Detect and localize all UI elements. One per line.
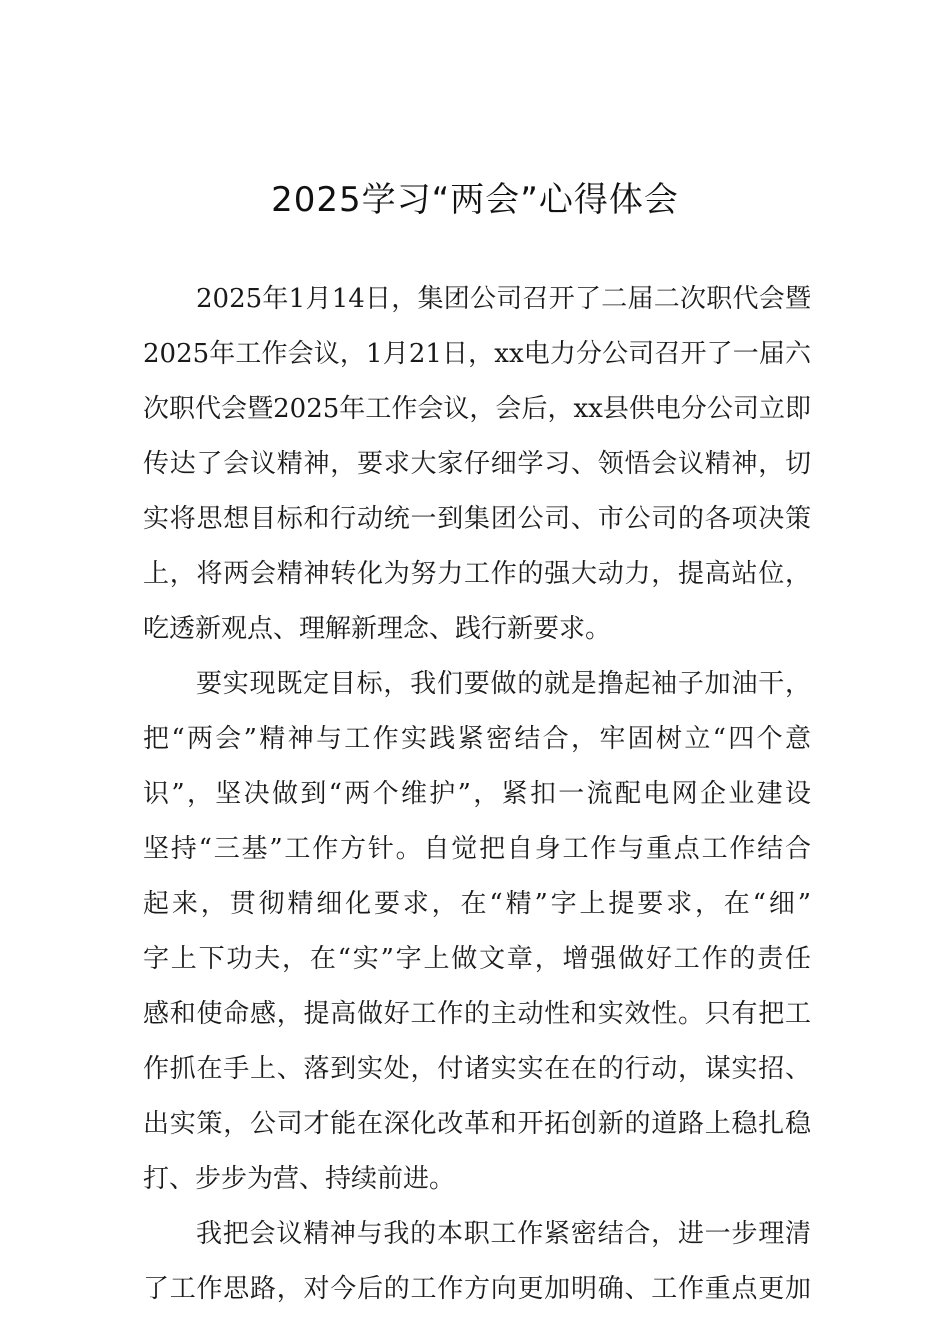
body-line: 感和使命感，提高做好工作的主动性和实效性。只有把工	[143, 999, 811, 1029]
body-line: 我把会议精神与我的本职工作紧密结合，进一步理清	[196, 1219, 811, 1249]
body-line: 2025年工作会议，1月21日，xx电力分公司召开了一届六	[143, 339, 811, 369]
body-line: 起来，贯彻精细化要求，在“精”字上提要求，在“细”	[143, 889, 811, 919]
body-line: 把“两会”精神与工作实践紧密结合，牢固树立“四个意	[143, 724, 811, 754]
body-line: 作抓在手上、落到实处，付诸实实在在的行动，谋实招、	[143, 1054, 811, 1084]
body-line: 次职代会暨2025年工作会议，会后，xx县供电分公司立即	[143, 394, 811, 424]
body-line: 吃透新观点、理解新理念、践行新要求。	[143, 614, 612, 644]
body-line: 坚持“三基”工作方针。自觉把自身工作与重点工作结合	[143, 834, 811, 864]
body-line: 传达了会议精神，要求大家仔细学习、领悟会议精神，切	[143, 449, 811, 479]
document-body	[143, 272, 811, 1317]
body-line: 上，将两会精神转化为努力工作的强大动力，提高站位，	[143, 559, 811, 589]
body-line: 打、步步为营、持续前进。	[143, 1164, 456, 1194]
body-line: 了工作思路，对今后的工作方向更加明确、工作重点更加	[143, 1274, 811, 1304]
body-line: 2025年1月14日，集团公司召开了二届二次职代会暨	[196, 284, 811, 314]
body-line: 字上下功夫，在“实”字上做文章，增强做好工作的责任	[143, 944, 811, 974]
body-line: 识”，坚决做到“两个维护”，紧扣一流配电网企业建设	[143, 779, 811, 809]
body-line: 实将思想目标和行动统一到集团公司、市公司的各项决策	[143, 504, 811, 534]
document-title: 2025学习“两会”心得体会	[271, 180, 679, 220]
body-line: 出实策，公司才能在深化改革和开拓创新的道路上稳扎稳	[143, 1109, 811, 1139]
body-line: 要实现既定目标，我们要做的就是撸起袖子加油干，	[196, 669, 811, 699]
